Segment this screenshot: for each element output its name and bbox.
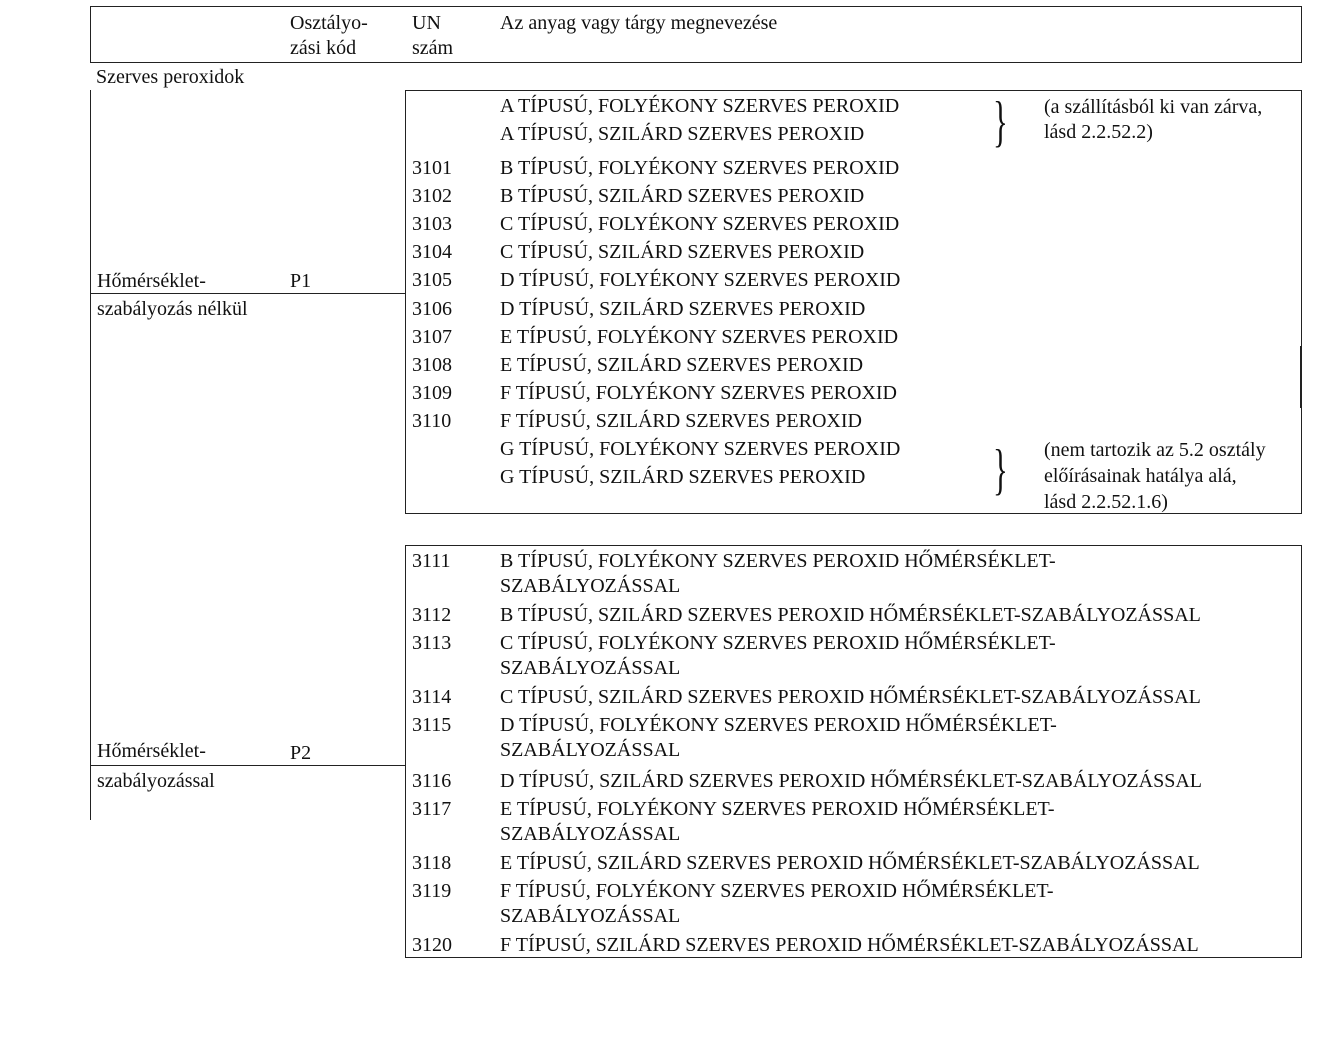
p2-row-un: 3117 <box>412 798 452 820</box>
p1-row-name: A TÍPUSÚ, SZILÁRD SZERVES PEROXID <box>500 123 865 145</box>
note-a-line2: lásd 2.2.52.2) <box>1044 121 1153 143</box>
p2-row-name-line1: E TÍPUSÚ, FOLYÉKONY SZERVES PEROXID HŐMÉRSÉKLET- <box>500 798 1055 820</box>
p1-box-right-accent <box>1300 346 1302 408</box>
p1-row-name: F TÍPUSÚ, FOLYÉKONY SZERVES PEROXID <box>500 382 897 404</box>
header-col-code-line1: Osztályo- <box>290 12 368 34</box>
p2-row-name-line2: SZABÁLYOZÁSSAL <box>500 657 681 679</box>
section-title: Szerves peroxidok <box>96 66 245 88</box>
p1-row-un: 3109 <box>412 382 452 404</box>
p2-row-name-line1: F TÍPUSÚ, FOLYÉKONY SZERVES PEROXID HŐMÉRSÉKLET- <box>500 880 1054 902</box>
p1-row-name: G TÍPUSÚ, FOLYÉKONY SZERVES PEROXID <box>500 438 901 460</box>
p1-row-name: G TÍPUSÚ, SZILÁRD SZERVES PEROXID <box>500 466 866 488</box>
p2-row-un: 3118 <box>412 852 452 874</box>
p2-row-un: 3113 <box>412 632 452 654</box>
p1-row-un: 3106 <box>412 298 452 320</box>
p2-row-name-line1: B TÍPUSÚ, SZILÁRD SZERVES PEROXID HŐMÉRSÉKLET-SZABÁLYOZÁSSAL <box>500 604 1201 626</box>
p1-row-un: 3101 <box>412 157 452 179</box>
note-a-line1: (a szállításból ki van zárva, <box>1044 96 1263 118</box>
p2-row-name-line2: SZABÁLYOZÁSSAL <box>500 739 681 761</box>
p2-row-name-line1: B TÍPUSÚ, FOLYÉKONY SZERVES PEROXID HŐMÉRSÉKLET- <box>500 550 1056 572</box>
p1-row-name: A TÍPUSÚ, FOLYÉKONY SZERVES PEROXID <box>500 95 900 117</box>
p1-row-name: D TÍPUSÚ, SZILÁRD SZERVES PEROXID <box>500 298 866 320</box>
p1-row-un: 3102 <box>412 185 452 207</box>
p2-connector-line <box>90 765 405 766</box>
p2-label-line1: Hőmérséklet- <box>97 740 206 762</box>
p2-code: P2 <box>290 742 312 764</box>
p2-row-un: 3116 <box>412 770 452 792</box>
p2-row-un: 3115 <box>412 714 452 736</box>
note-g-line3: lásd 2.2.52.1.6) <box>1044 491 1168 513</box>
p2-row-name-line2: SZABÁLYOZÁSSAL <box>500 823 681 845</box>
p2-row-name-line1: D TÍPUSÚ, FOLYÉKONY SZERVES PEROXID HŐMÉRSÉKLET- <box>500 714 1057 736</box>
tree-vertical-line <box>90 90 91 820</box>
p2-row-name-line1: E TÍPUSÚ, SZILÁRD SZERVES PEROXID HŐMÉRSÉKLET-SZABÁLYOZÁSSAL <box>500 852 1200 874</box>
p1-row-name: E TÍPUSÚ, FOLYÉKONY SZERVES PEROXID <box>500 326 899 348</box>
p2-row-name-line1: C TÍPUSÚ, SZILÁRD SZERVES PEROXID HŐMÉRSÉKLET-SZABÁLYOZÁSSAL <box>500 686 1201 708</box>
p1-row-un: 3110 <box>412 410 452 432</box>
p2-label-line2: szabályozással <box>97 770 215 792</box>
p1-row-name: B TÍPUSÚ, FOLYÉKONY SZERVES PEROXID <box>500 157 900 179</box>
p1-label-line2: szabályozás nélkül <box>97 298 248 320</box>
p2-row-name-line1: C TÍPUSÚ, FOLYÉKONY SZERVES PEROXID HŐMÉRSÉKLET- <box>500 632 1056 654</box>
p1-row-name: D TÍPUSÚ, FOLYÉKONY SZERVES PEROXID <box>500 269 901 291</box>
header-col-un-line2: szám <box>412 37 454 59</box>
p2-row-name-line1: F TÍPUSÚ, SZILÁRD SZERVES PEROXID HŐMÉRSÉKLET-SZABÁLYOZÁSSAL <box>500 934 1199 956</box>
p2-row-un: 3119 <box>412 880 452 902</box>
p1-row-name: C TÍPUSÚ, SZILÁRD SZERVES PEROXID <box>500 241 865 263</box>
header-col-code-line2: zási kód <box>290 37 357 59</box>
p1-connector-line <box>90 293 405 294</box>
p2-row-un: 3112 <box>412 604 452 626</box>
note-g-line1: (nem tartozik az 5.2 osztály <box>1044 439 1266 461</box>
p1-label-line1: Hőmérséklet- <box>97 270 206 292</box>
p2-row-name-line2: SZABÁLYOZÁSSAL <box>500 575 681 597</box>
p1-row-un: 3107 <box>412 326 452 348</box>
p2-row-un: 3114 <box>412 686 452 708</box>
brace-g-icon: } <box>993 439 1008 501</box>
p1-row-un: 3104 <box>412 241 452 263</box>
p1-row-name: C TÍPUSÚ, FOLYÉKONY SZERVES PEROXID <box>500 213 900 235</box>
header-col-un-line1: UN <box>412 12 441 34</box>
p1-code: P1 <box>290 270 312 292</box>
p1-row-un: 3103 <box>412 213 452 235</box>
p2-row-name-line2: SZABÁLYOZÁSSAL <box>500 905 681 927</box>
p1-row-name: E TÍPUSÚ, SZILÁRD SZERVES PEROXID <box>500 354 864 376</box>
header-col-name: Az anyag vagy tárgy megnevezése <box>500 12 778 34</box>
p2-row-un: 3111 <box>412 550 451 572</box>
note-g-line2: előírásainak hatálya alá, <box>1044 465 1237 487</box>
p2-row-name-line1: D TÍPUSÚ, SZILÁRD SZERVES PEROXID HŐMÉRSÉKLET-SZABÁLYOZÁSSAL <box>500 770 1203 792</box>
p2-row-un: 3120 <box>412 934 452 956</box>
p1-row-name: F TÍPUSÚ, SZILÁRD SZERVES PEROXID <box>500 410 862 432</box>
p1-row-un: 3108 <box>412 354 452 376</box>
brace-a-icon: } <box>993 91 1008 153</box>
p1-row-un: 3105 <box>412 269 452 291</box>
p1-row-name: B TÍPUSÚ, SZILÁRD SZERVES PEROXID <box>500 185 865 207</box>
